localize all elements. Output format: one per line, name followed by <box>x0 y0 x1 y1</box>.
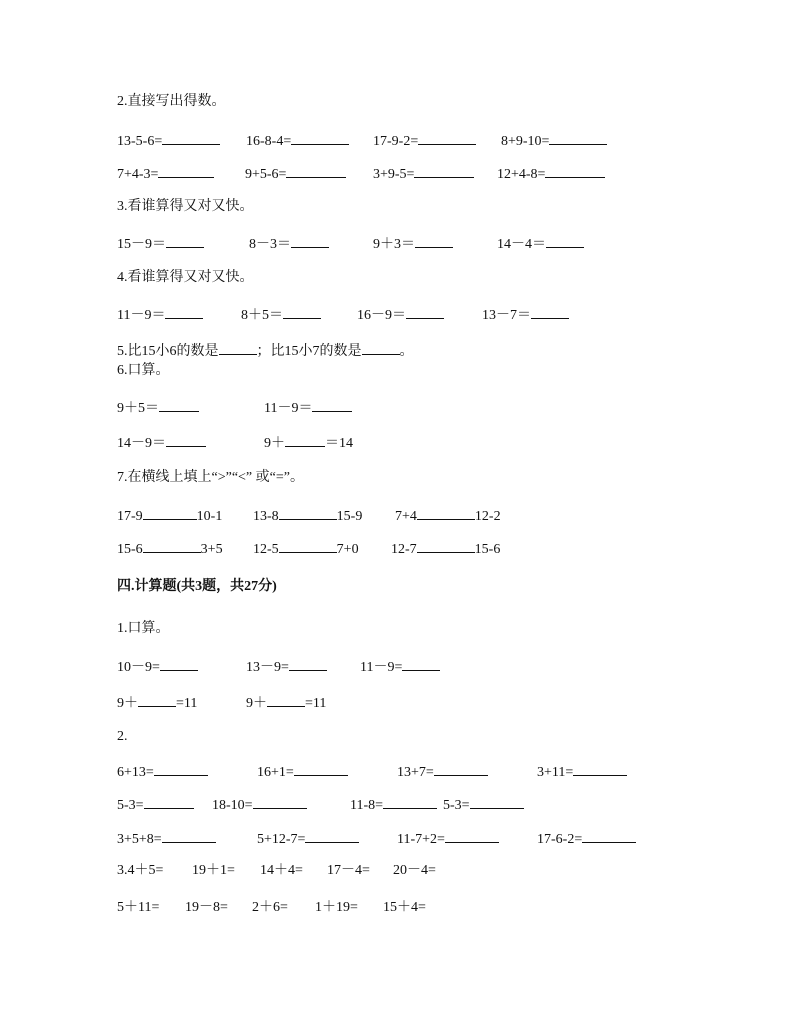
c3-expr: 19－8= <box>185 900 228 915</box>
q4-item <box>241 305 321 325</box>
answer-blank[interactable] <box>582 829 636 843</box>
q7-item <box>253 506 362 526</box>
answer-blank[interactable] <box>546 234 584 248</box>
q6-expr-post: ＝14 <box>325 436 353 451</box>
q2-expr: 13-5-6= <box>117 134 163 149</box>
c2-expr: 5+12-7= <box>257 832 306 847</box>
answer-blank[interactable] <box>285 433 325 447</box>
c2-title: 2. <box>117 729 128 744</box>
q2-title: 2.直接写出得数。 <box>117 94 226 109</box>
q2-item <box>497 164 605 184</box>
q6-expr-pre: 9＋ <box>264 436 285 451</box>
answer-blank[interactable] <box>312 398 352 412</box>
answer-blank[interactable] <box>383 795 437 809</box>
answer-blank[interactable] <box>138 693 176 707</box>
q7-left: 15-6 <box>117 542 143 557</box>
answer-blank[interactable] <box>166 234 204 248</box>
answer-blank[interactable] <box>415 234 453 248</box>
c3-expr: 17－4= <box>327 863 370 878</box>
answer-blank[interactable] <box>143 506 197 520</box>
c2-expr: 17-6-2= <box>537 832 583 847</box>
c2-expr: 18-10= <box>212 798 253 813</box>
c1-title: 1.口算。 <box>117 621 170 636</box>
q7-left: 17-9 <box>117 509 143 524</box>
q7-left: 12-5 <box>253 542 279 557</box>
q6-item <box>117 433 206 453</box>
c2-expr: 11-8= <box>350 798 384 813</box>
answer-blank[interactable] <box>283 305 321 319</box>
q7-right: 7+0 <box>336 542 359 557</box>
q2-expr: 17-9-2= <box>373 134 419 149</box>
answer-blank[interactable] <box>162 829 216 843</box>
c2-item <box>117 829 216 849</box>
q7-left: 12-7 <box>391 542 417 557</box>
c1-expr: 10－9= <box>117 660 160 675</box>
q6-title: 6.口算。 <box>117 363 170 378</box>
answer-blank[interactable] <box>144 795 194 809</box>
c2-expr: 13+7= <box>397 765 434 780</box>
answer-blank[interactable] <box>417 539 475 553</box>
q3-item <box>117 234 204 254</box>
answer-blank[interactable] <box>286 164 346 178</box>
c2-expr: 3+11= <box>537 765 574 780</box>
q4-expr: 16－9＝ <box>357 308 406 323</box>
answer-blank[interactable] <box>414 164 474 178</box>
c1-item <box>117 657 198 677</box>
q2-item <box>245 164 346 184</box>
q2-expr: 8+9-10= <box>501 134 550 149</box>
q3-expr: 8－3＝ <box>249 237 291 252</box>
answer-blank[interactable] <box>162 131 220 145</box>
c1-item <box>360 657 440 677</box>
c2-expr: 5-3= <box>117 798 144 813</box>
q2-expr: 12+4-8= <box>497 167 546 182</box>
q5-line <box>117 341 414 361</box>
q6-item <box>264 433 353 453</box>
c2-item <box>212 795 307 815</box>
c3-expr: 20－4= <box>393 863 436 878</box>
q7-left: 13-8 <box>253 509 279 524</box>
answer-blank[interactable] <box>573 762 627 776</box>
q4-expr: 11－9＝ <box>117 308 166 323</box>
answer-blank[interactable] <box>165 305 203 319</box>
answer-blank[interactable] <box>289 657 327 671</box>
answer-blank[interactable] <box>406 305 444 319</box>
c2-item <box>117 795 194 815</box>
c3-expr: 2＋6= <box>252 900 288 915</box>
c2-expr: 16+1= <box>257 765 294 780</box>
c3-expr: 5＋11= <box>117 900 160 915</box>
c2-item <box>537 829 636 849</box>
q2-item <box>117 131 220 151</box>
c3-expr: 15＋4= <box>383 900 426 915</box>
q7-right: 3+5 <box>200 542 223 557</box>
q4-title: 4.看谁算得又对又快。 <box>117 270 254 285</box>
q7-right: 15-9 <box>336 509 363 524</box>
q6-expr: 11－9＝ <box>264 401 313 416</box>
q6-expr: 14－9＝ <box>117 436 166 451</box>
answer-blank[interactable] <box>143 539 201 553</box>
answer-blank[interactable] <box>294 762 348 776</box>
answer-blank[interactable] <box>531 305 569 319</box>
c1-item <box>246 657 327 677</box>
c1-expr-post: =11 <box>305 696 327 711</box>
c1-expr-pre: 9＋ <box>117 696 138 711</box>
q7-right: 15-6 <box>474 542 501 557</box>
q7-item <box>391 539 500 559</box>
answer-blank[interactable] <box>160 657 198 671</box>
q2-expr: 7+4-3= <box>117 167 159 182</box>
c2-item <box>537 762 627 782</box>
answer-blank[interactable] <box>158 164 214 178</box>
c1-expr: 11－9= <box>360 660 403 675</box>
c2-item <box>397 829 499 849</box>
q2-expr: 9+5-6= <box>245 167 287 182</box>
q7-item <box>117 506 222 526</box>
c2-item <box>397 762 488 782</box>
q5-part2: ；比15小7的数是 <box>256 344 362 359</box>
answer-blank[interactable] <box>362 341 400 355</box>
answer-blank[interactable] <box>166 433 206 447</box>
q6-item <box>117 398 199 418</box>
q4-item <box>357 305 444 325</box>
answer-blank[interactable] <box>305 829 359 843</box>
q4-expr: 13－7＝ <box>482 308 531 323</box>
c3-expr: 1＋19= <box>315 900 358 915</box>
answer-blank[interactable] <box>253 795 307 809</box>
answer-blank[interactable] <box>159 398 199 412</box>
c1-expr-post: =11 <box>176 696 198 711</box>
c1-item <box>246 693 326 713</box>
answer-blank[interactable] <box>279 506 337 520</box>
q3-title: 3.看谁算得又对又快。 <box>117 199 254 214</box>
c1-expr-pre: 9＋ <box>246 696 267 711</box>
answer-blank[interactable] <box>279 539 337 553</box>
c2-item <box>257 762 348 782</box>
q2-expr: 16-8-4= <box>246 134 292 149</box>
q2-item <box>501 131 607 151</box>
c2-expr: 6+13= <box>117 765 154 780</box>
answer-blank[interactable] <box>434 762 488 776</box>
answer-blank[interactable] <box>549 131 607 145</box>
c2-item <box>350 795 437 815</box>
c1-item <box>117 693 197 713</box>
q6-expr: 9＋5＝ <box>117 401 159 416</box>
q7-title: 7.在横线上填上“>”“<” 或“=”。 <box>117 470 304 485</box>
q2-item <box>373 164 474 184</box>
q7-item <box>253 539 359 559</box>
q2-item <box>117 164 214 184</box>
q3-item <box>249 234 329 254</box>
c2-item <box>117 762 208 782</box>
c1-expr: 13－9= <box>246 660 289 675</box>
q3-expr: 14－4＝ <box>497 237 546 252</box>
q4-expr: 8＋5＝ <box>241 308 283 323</box>
answer-blank[interactable] <box>545 164 605 178</box>
q3-expr: 9＋3＝ <box>373 237 415 252</box>
q5-end: 。 <box>399 344 414 359</box>
answer-blank[interactable] <box>291 131 349 145</box>
c2-expr: 5-3= <box>443 798 470 813</box>
c3-expr: 19＋1= <box>192 863 235 878</box>
c2-expr: 3+5+8= <box>117 832 162 847</box>
answer-blank[interactable] <box>418 131 476 145</box>
answer-blank[interactable] <box>417 506 475 520</box>
q5-part1: 5.比15小6的数是 <box>117 344 219 359</box>
c2-expr: 11-7+2= <box>397 832 445 847</box>
q3-item <box>373 234 453 254</box>
c2-item <box>443 795 524 815</box>
q7-item <box>395 506 501 526</box>
q3-expr: 15－9＝ <box>117 237 166 252</box>
q2-expr: 3+9-5= <box>373 167 415 182</box>
answer-blank[interactable] <box>470 795 524 809</box>
section-title: 四.计算题(共3题，共27分) <box>117 579 277 594</box>
q2-item <box>246 131 349 151</box>
answer-blank[interactable] <box>402 657 440 671</box>
q3-item <box>497 234 584 254</box>
q6-item <box>264 398 352 418</box>
q4-item <box>117 305 203 325</box>
c3-expr: 14＋4= <box>260 863 303 878</box>
answer-blank[interactable] <box>219 341 257 355</box>
q2-item <box>373 131 476 151</box>
q7-left: 7+4 <box>395 509 417 524</box>
q4-item <box>482 305 569 325</box>
q7-right: 10-1 <box>196 509 223 524</box>
c3-expr: 3.4＋5= <box>117 863 164 878</box>
answer-blank[interactable] <box>154 762 208 776</box>
answer-blank[interactable] <box>291 234 329 248</box>
answer-blank[interactable] <box>267 693 305 707</box>
answer-blank[interactable] <box>445 829 499 843</box>
q7-item <box>117 539 223 559</box>
q7-right: 12-2 <box>474 509 501 524</box>
c2-item <box>257 829 359 849</box>
